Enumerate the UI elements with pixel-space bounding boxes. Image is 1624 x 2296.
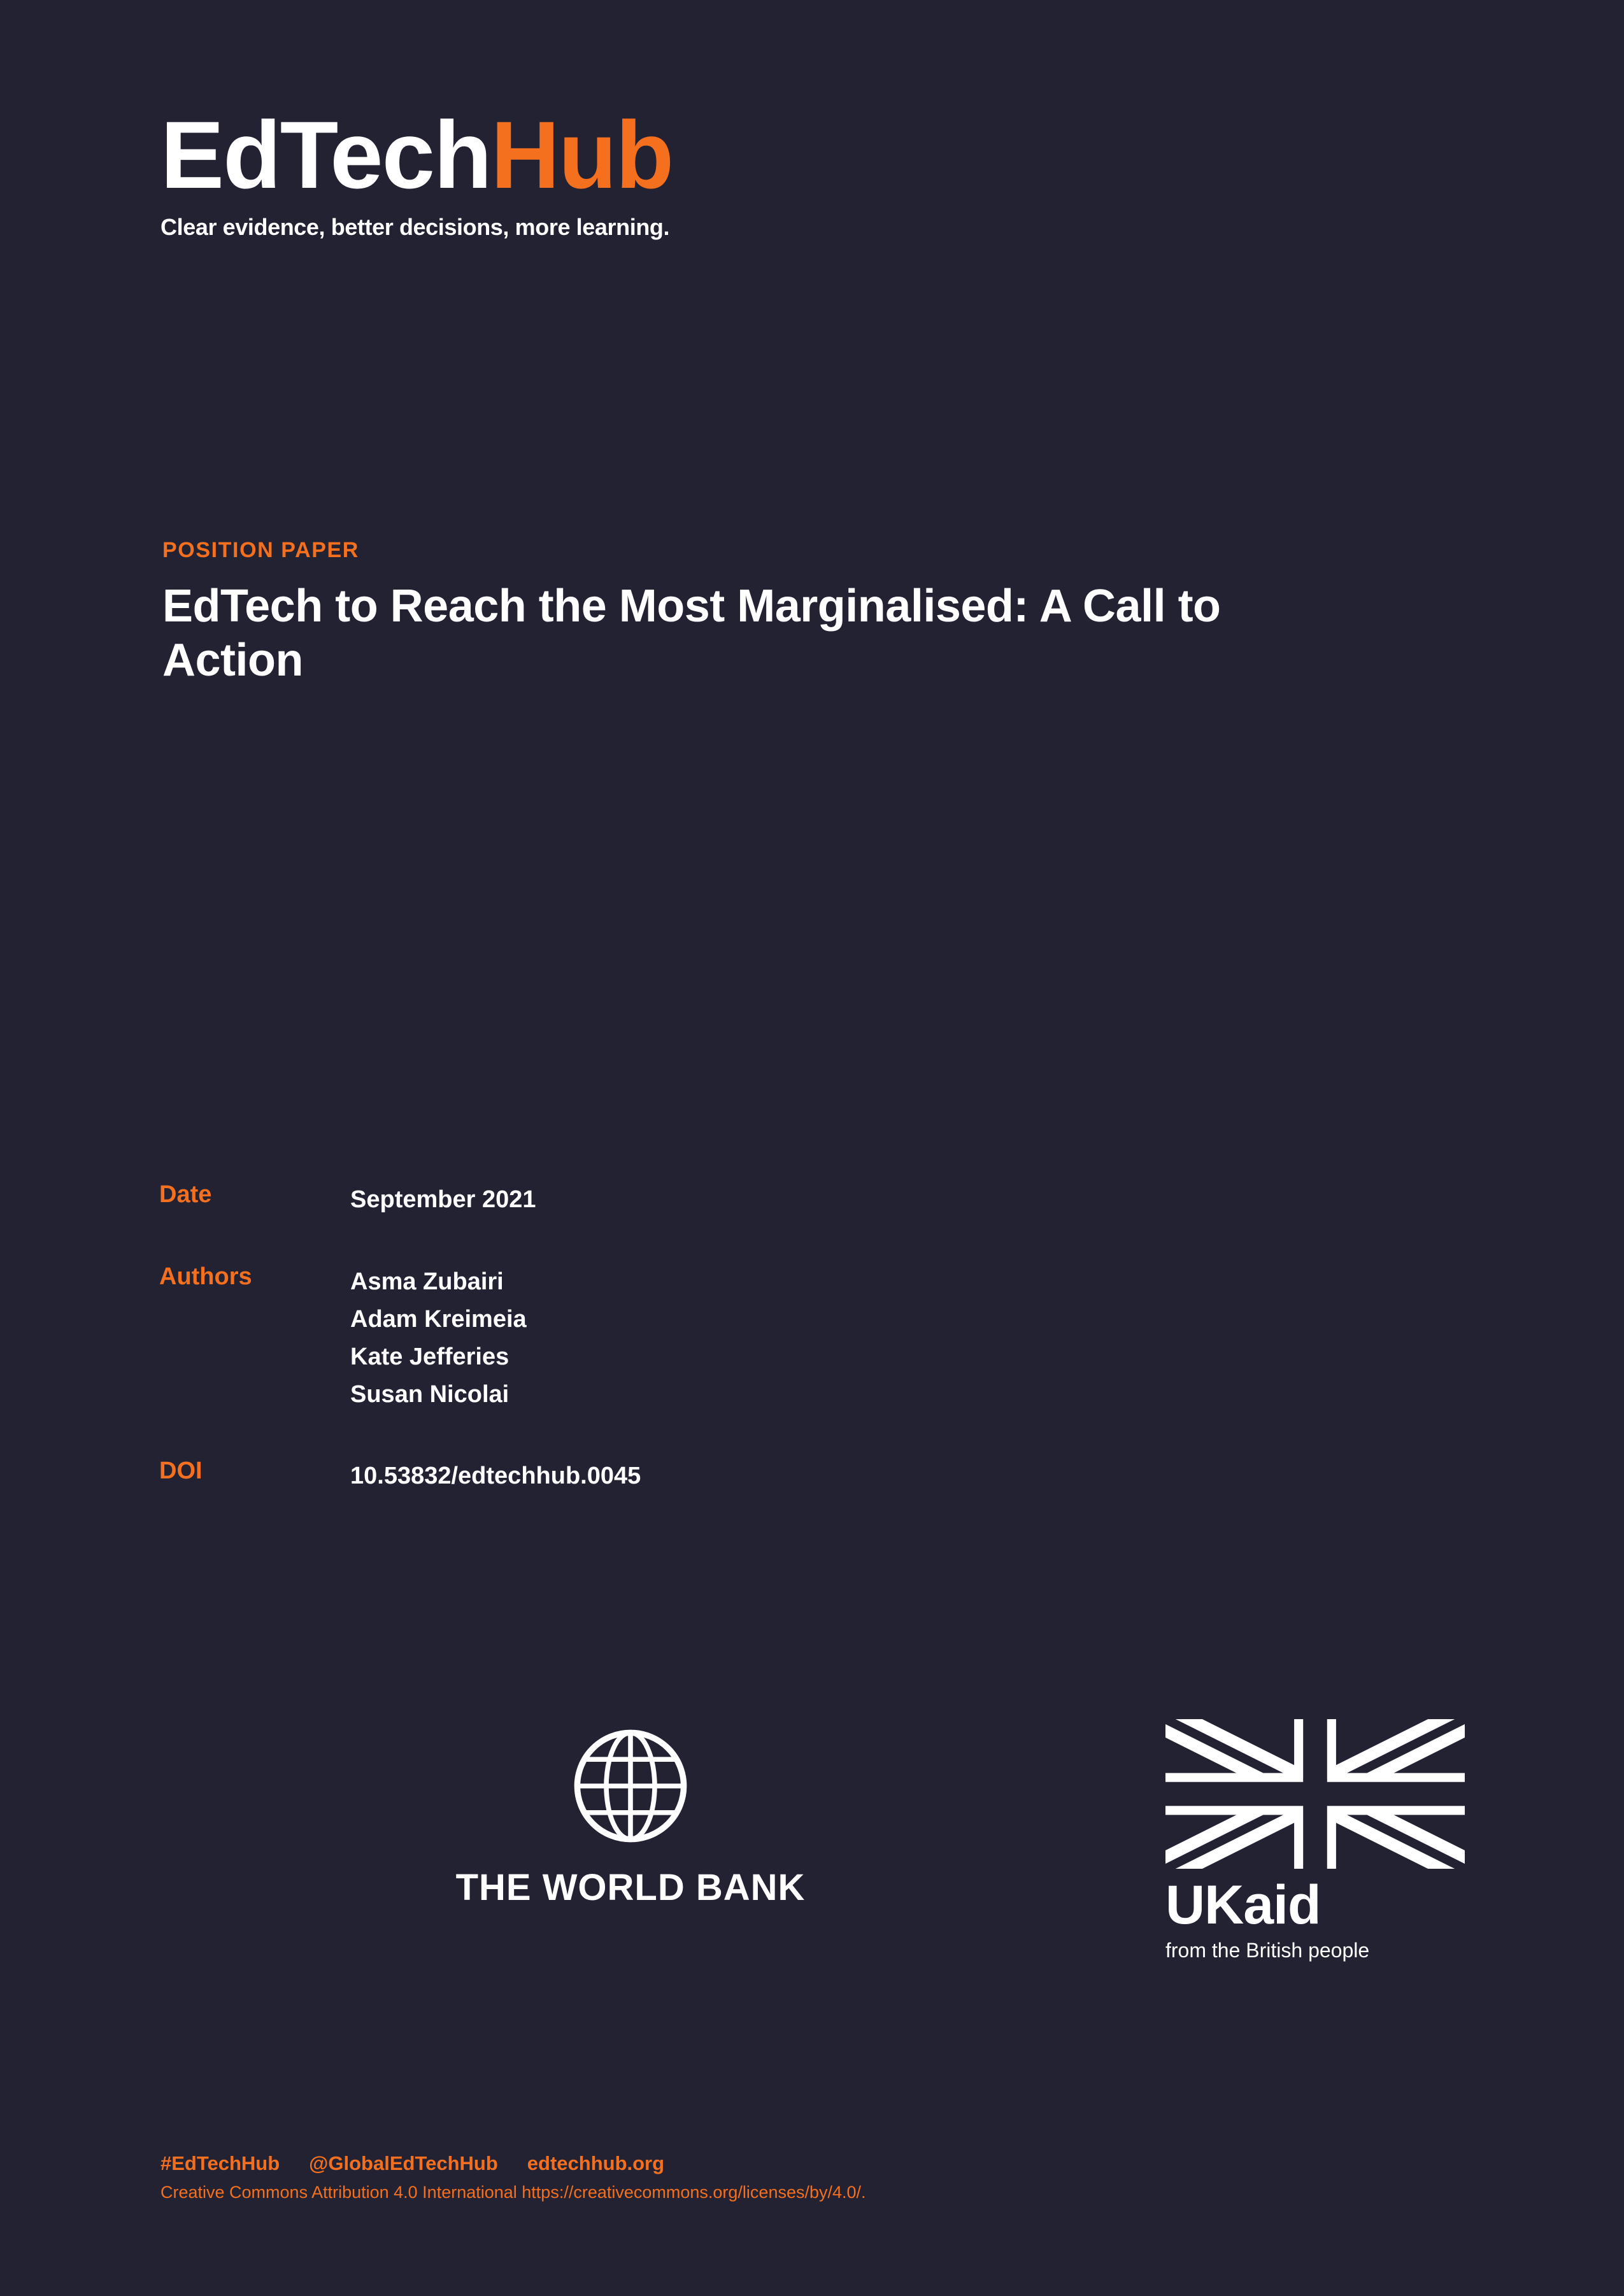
globe-icon	[570, 1726, 691, 1846]
footer-website-link[interactable]: edtechhub.org	[527, 2152, 665, 2174]
doi-label: DOI	[159, 1457, 203, 1485]
footer	[160, 2152, 1498, 2202]
logo-wordmark	[160, 101, 925, 208]
author-name: Kate Jefferies	[350, 1343, 509, 1370]
world-bank-logo	[369, 1726, 892, 1909]
date-value: September 2021	[350, 1186, 536, 1213]
edtechhub-logo	[160, 101, 925, 241]
metadata-row-authors	[159, 1263, 1242, 1414]
metadata-row-doi	[159, 1457, 1242, 1495]
world-bank-label: THE WORLD BANK	[455, 1867, 806, 1908]
author-name: Asma Zubairi	[350, 1268, 504, 1295]
doi-value-group	[350, 1457, 641, 1495]
author-name: Adam Kreimeia	[350, 1305, 527, 1333]
footer-links	[160, 2152, 1498, 2175]
date-label: Date	[159, 1181, 212, 1208]
authors-label: Authors	[159, 1263, 252, 1290]
date-value-group	[350, 1181, 536, 1219]
authors-list	[350, 1263, 527, 1414]
ukaid-aid-text: aid	[1243, 1874, 1321, 1936]
logo-tagline: Clear evidence, better decisions, more learning.	[160, 214, 670, 240]
partner-logos	[0, 1719, 1624, 2076]
author-name: Susan Nicolai	[350, 1380, 509, 1408]
ukaid-logo	[1165, 1719, 1465, 1962]
ukaid-wordmark	[1165, 1874, 1465, 1936]
metadata-row-date	[159, 1181, 1242, 1219]
title-block	[162, 538, 1309, 688]
logo-primary-text: EdTech	[160, 101, 491, 208]
logo-accent-text: Hub	[490, 101, 673, 208]
footer-hashtag-link[interactable]: #EdTechHub	[160, 2152, 280, 2174]
footer-twitter-link[interactable]: @GlobalEdTechHub	[309, 2152, 498, 2174]
footer-license[interactable]: Creative Commons Attribution 4.0 International https://creativecommons.org/licenses/by/4.0/.	[160, 2183, 866, 2202]
page-title: EdTech to Reach the Most Marginalised: A Call to Action	[162, 581, 1221, 686]
doi-value: 10.53832/edtechhub.0045	[350, 1463, 641, 1490]
ukaid-subtitle: from the British people	[1165, 1939, 1370, 1962]
document-kicker: POSITION PAPER	[162, 538, 359, 562]
metadata-block	[159, 1181, 1242, 1540]
union-jack-icon	[1165, 1719, 1465, 1869]
ukaid-uk-text: UK	[1165, 1874, 1244, 1936]
